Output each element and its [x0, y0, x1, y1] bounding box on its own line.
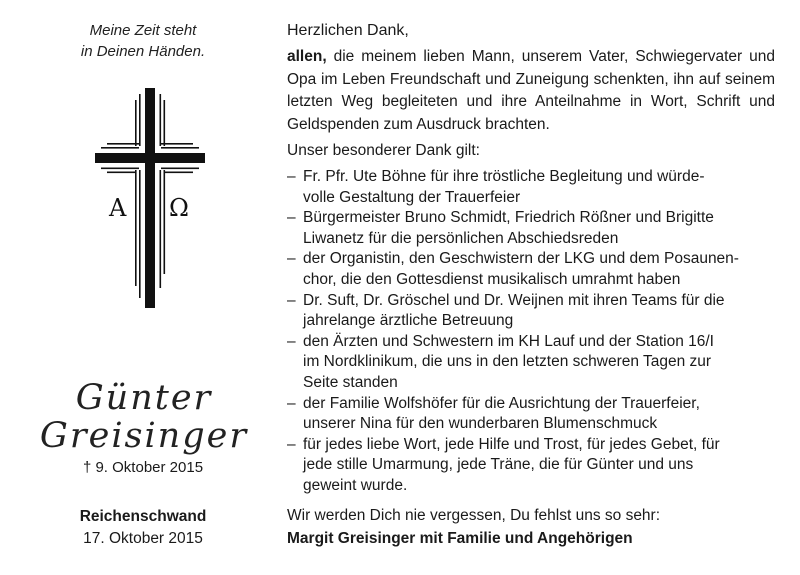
motto-line-2: in Deinen Händen.: [80, 43, 206, 60]
motto-line-1: Meine Zeit steht: [89, 22, 197, 39]
item-line: Dr. Suft, Dr. Gröschel und Dr. Weijnen mit ihren Teams für die: [303, 291, 725, 309]
closing-line: Wir werden Dich nie vergessen, Du fehlst uns so sehr:: [287, 507, 661, 524]
dash: –: [287, 250, 296, 268]
thanks-paragraph: [287, 46, 775, 136]
omega-symbol: Ω: [169, 194, 189, 222]
death-date: † 9. Oktober 2015: [82, 459, 204, 476]
list-item: [287, 394, 775, 435]
name-first: Günter: [75, 378, 213, 418]
thanks-list: [287, 167, 775, 497]
item-line: Liwanetz für die persönlichen Abschiedsreden: [303, 229, 619, 247]
item-line: jede stille Umarmung, jede Träne, die für Günter und uns: [303, 456, 694, 474]
list-item: [287, 167, 775, 208]
item-line: chor, die den Gottesdienst musikalisch umrahmt haben: [303, 270, 681, 288]
para-lead: allen,: [287, 48, 327, 65]
greeting: Herzlichen Dank,: [287, 22, 409, 39]
list-item: [287, 332, 775, 394]
family-signature: Margit Greisinger mit Familie und Angehörigen: [287, 530, 633, 547]
dash: –: [287, 168, 296, 185]
dash: –: [287, 291, 296, 309]
item-line: den Ärzten und Schwestern im KH Lauf und der Station 16/I: [303, 332, 714, 350]
name-last: Greisinger: [39, 416, 249, 456]
dash: –: [287, 394, 296, 412]
item-line: unserer Nina für den wunderbaren Blumenschmuck: [303, 415, 658, 433]
dash: –: [287, 209, 296, 227]
left-column: [0, 0, 285, 575]
item-line: Bürgermeister Bruno Schmidt, Friedrich Rößner und Brigitte: [303, 209, 714, 227]
list-item: [287, 435, 775, 497]
item-line: volle Gestaltung der Trauerfeier: [303, 188, 521, 206]
date: 17. Oktober 2015: [83, 530, 203, 547]
cross-icon: [95, 88, 205, 308]
motto: [38, 20, 248, 62]
alpha-symbol: A: [109, 194, 127, 222]
item-line: jahrelange ärztliche Betreuung: [303, 312, 514, 330]
item-line: Fr. Pfr. Ute Böhne für ihre tröstliche Begleitung und würde-: [303, 168, 705, 185]
item-line: der Familie Wolfshöfer für die Ausrichtung der Trauerfeier,: [303, 394, 700, 412]
item-line: geweint wurde.: [303, 476, 408, 494]
list-item: [287, 291, 775, 332]
item-line: Seite standen: [303, 373, 398, 391]
item-line: für jedes liebe Wort, jede Hilfe und Trost, für jedes Gebet, für: [303, 435, 720, 453]
list-item: [287, 249, 775, 290]
place-date: [38, 506, 248, 550]
dash: –: [287, 332, 296, 350]
item-line: im Nordklinikum, die uns in den letzten schweren Tagen zur: [303, 353, 712, 371]
list-item: [287, 208, 775, 249]
para-text: die meinem lieben Mann, unserem Vater, Schwiegervater und Opa im Leben Freundschaft und Zuneigung schenkten, ihn auf seinem letzten Weg begleiteten und ihre Anteilnahme in Wort, Schrift und Geldspenden zum Ausdruck brachten.: [287, 48, 775, 133]
item-line: der Organistin, den Geschwistern der LKG und dem Posaunen-: [303, 250, 739, 268]
place: Reichenschwand: [79, 508, 207, 525]
dash: –: [287, 435, 296, 453]
subtitle: Unser besonderer Dank gilt:: [287, 142, 480, 159]
